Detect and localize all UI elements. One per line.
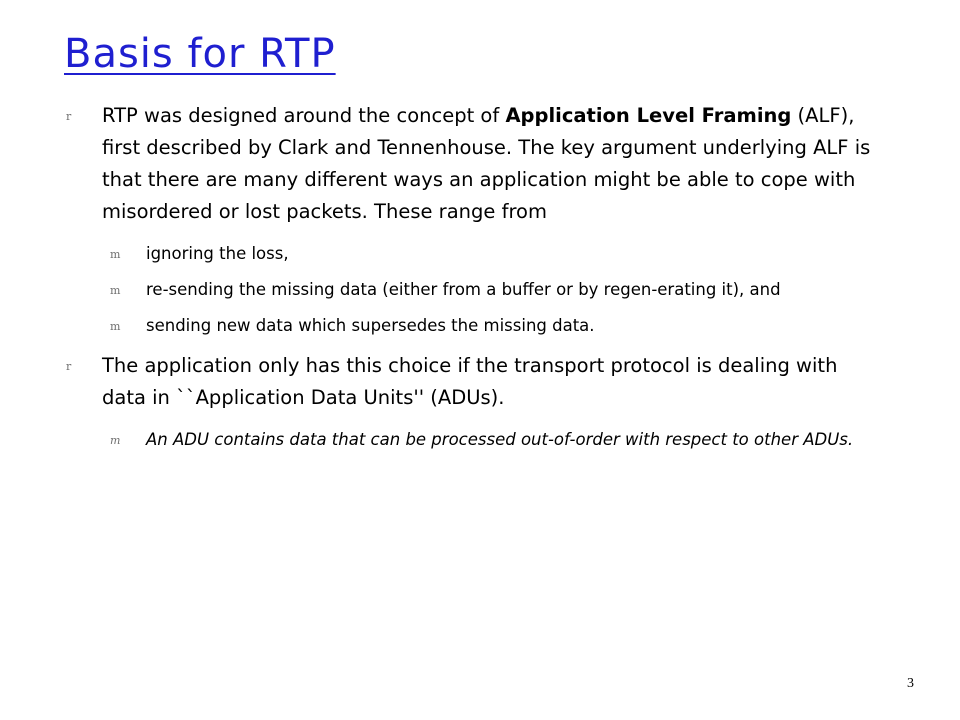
sub-bullet-text: sending new data which supersedes the missing data.: [146, 316, 595, 335]
sub-bullet: [102, 312, 886, 340]
bullet-text: The application only has this choice if the transport protocol is dealing with data in ``Application Data Units'' (ADUs).: [102, 354, 838, 409]
sub-bullet: [102, 240, 886, 268]
sub-bullet-text: re-sending the missing data (either from a buffer or by regen-erating it), and: [146, 280, 781, 299]
sub-bullet-marker: m: [110, 284, 121, 297]
sub-bullet-text: ignoring the loss,: [146, 244, 289, 263]
sub-list-options: [102, 240, 886, 340]
bullet-text: (ALF), first described by Clark and Tennenhouse. The key argument underlying ALF is that there are many different ways an application might be able to cope with misordered or lost packets. These range from: [102, 104, 871, 223]
sub-bullet-marker: m: [110, 320, 121, 333]
sub-bullet-marker: m: [110, 248, 121, 261]
bullet-alf: [66, 100, 886, 228]
bullet-text: RTP was designed around the concept of: [102, 104, 506, 127]
bullet-emphasis: Application Level Framing: [505, 104, 792, 127]
bullet-adu: [66, 350, 886, 414]
sub-bullet-text: An ADU contains data that can be processed out-of-order with respect to other ADUs.: [146, 430, 854, 449]
sub-bullet-marker: m: [110, 434, 121, 447]
bullet-marker: r: [66, 110, 72, 123]
slide-body: [66, 100, 886, 464]
sub-list-adu: [102, 426, 886, 454]
page-number: 3: [907, 676, 914, 691]
bullet-marker: r: [66, 360, 72, 373]
slide-title: Basis for RTP: [64, 31, 336, 77]
sub-bullet: [102, 276, 886, 304]
sub-bullet: [102, 426, 886, 454]
